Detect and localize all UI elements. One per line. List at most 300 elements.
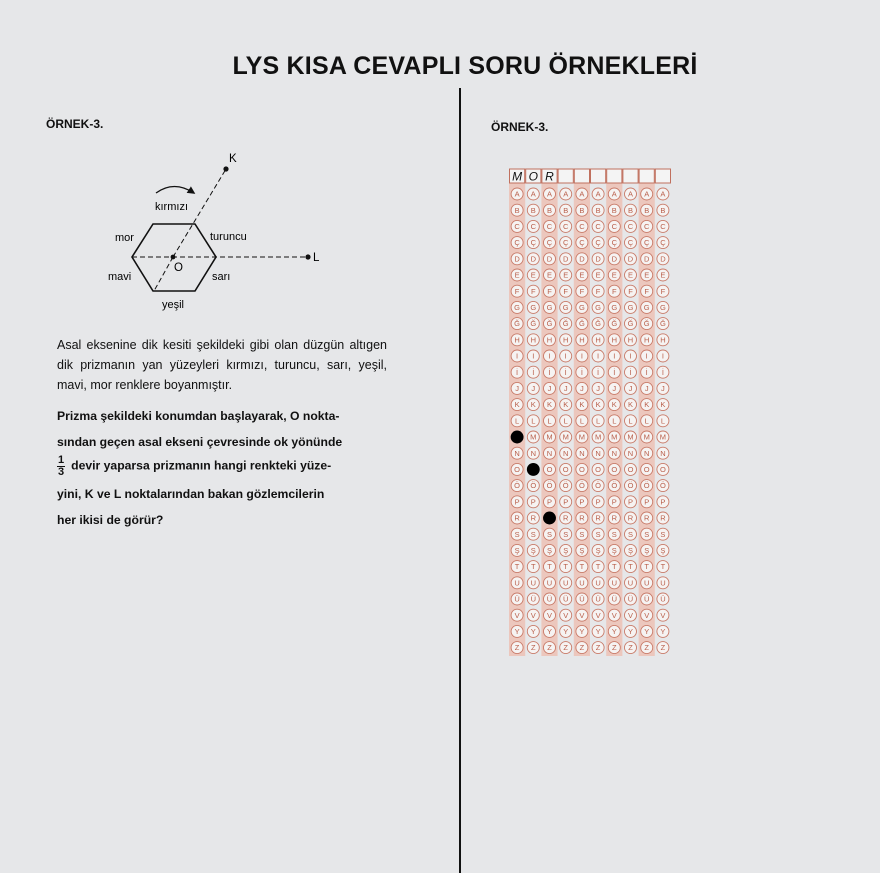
bubble-letter: L — [660, 416, 665, 426]
bubble-letter: P — [627, 497, 634, 507]
bubble-letter: Y — [611, 627, 617, 636]
bubble-letter: S — [563, 529, 569, 539]
bubble-letter: İ — [516, 367, 519, 377]
bubble-letter: T — [644, 562, 649, 572]
bubble-letter: U — [514, 578, 520, 588]
axis-K-line-lower — [154, 257, 173, 291]
bubble-letter: F — [660, 286, 666, 296]
bubble-letter: P — [595, 497, 601, 507]
bubble-letter: D — [660, 254, 666, 264]
point-L-dot — [305, 254, 310, 259]
bubble-letter: Ö — [562, 481, 569, 491]
bubble-letter: K — [514, 400, 520, 410]
bubble-letter: C — [595, 222, 601, 231]
bubble-letter: L — [596, 416, 601, 426]
filled-bubble[interactable] — [527, 463, 539, 475]
bubble-letter: R — [514, 513, 520, 523]
bubble-letter: Ğ — [643, 319, 650, 329]
bubble-letter: Ş — [514, 546, 520, 555]
bubble-letter: R — [579, 513, 585, 523]
bubble-letter: D — [643, 254, 650, 264]
bubble-letter: K — [563, 400, 569, 410]
bubble-letter: R — [611, 513, 618, 523]
bubble-letter: S — [644, 529, 650, 539]
bubble-letter: İ — [629, 367, 632, 377]
bubble-letter: Ç — [595, 238, 601, 248]
bubble-letter: B — [611, 205, 617, 215]
bubble-letter: P — [514, 497, 520, 507]
bubble-letter: Y — [595, 627, 601, 636]
bubble-letter: G — [562, 303, 569, 312]
bubble-letter: H — [562, 335, 569, 345]
hexagon-figure — [100, 148, 330, 313]
bubble-letter: J — [661, 384, 665, 393]
bubble-letter: R — [660, 513, 666, 523]
bubble-letter: Ş — [660, 546, 666, 555]
bubble-letter: J — [580, 384, 584, 393]
bubble-letter: E — [530, 270, 536, 280]
bubble-letter: Ç — [627, 238, 634, 248]
bubble-letter: M — [611, 432, 618, 442]
bubble-letter: K — [546, 400, 553, 410]
answer-box[interactable] — [558, 169, 573, 183]
bubble-letter: İ — [548, 367, 551, 377]
bubble-letter: N — [546, 448, 553, 458]
label-kirmizi: kırmızı — [155, 201, 188, 213]
bubble-letter: E — [627, 270, 634, 280]
bubble-letter: G — [530, 303, 537, 312]
bubble-letter: T — [628, 562, 633, 572]
answer-box[interactable] — [574, 169, 589, 183]
bubble-letter: G — [578, 303, 585, 312]
bubble-letter: A — [660, 189, 666, 199]
bubble-letter: E — [514, 270, 520, 280]
bubble-letter: F — [595, 286, 601, 296]
bubble-letter: F — [644, 286, 649, 296]
answer-box-letter: R — [545, 169, 554, 184]
bubble-letter: U — [530, 578, 537, 588]
answer-box[interactable] — [639, 169, 654, 183]
bubble-letter: A — [627, 189, 634, 199]
bubble-letter: Ö — [611, 481, 618, 491]
bubble-letter: I — [564, 351, 567, 361]
bubble-letter: T — [660, 562, 666, 572]
bubble-letter: Z — [644, 643, 649, 653]
bubble-letter: H — [643, 335, 650, 345]
bubble-letter: S — [611, 529, 617, 539]
bubble-letter: G — [595, 303, 602, 312]
bubble-letter: İ — [613, 367, 616, 377]
example-label-left: ÖRNEK-3. — [46, 117, 104, 131]
bubble-letter: N — [643, 448, 650, 458]
bubble-letter: Ğ — [627, 319, 634, 329]
bubble-letter: J — [644, 384, 649, 393]
bubble-letter: T — [514, 562, 520, 572]
bubble-letter: N — [514, 448, 520, 458]
bubble-letter: B — [514, 205, 520, 215]
bubble-letter: K — [644, 400, 650, 410]
bubble-letter: U — [546, 578, 553, 588]
bubble-letter: I — [613, 351, 616, 361]
bubble-letter: C — [627, 222, 634, 231]
bubble-letter: R — [595, 513, 601, 523]
bubble-letter: H — [546, 335, 553, 345]
bubble-letter: İ — [645, 367, 648, 377]
bubble-letter: Y — [563, 627, 569, 636]
bubble-letter: L — [628, 416, 633, 426]
bubble-letter: O — [627, 465, 634, 474]
bubble-letter: D — [611, 254, 618, 264]
bubble-letter: F — [628, 286, 633, 296]
bubble-letter: K — [579, 400, 585, 410]
bubble-letter: V — [563, 610, 569, 620]
question-line-3-text: devir yaparsa prizmanın hangi renkteki yüze- — [71, 458, 332, 473]
bubble-letter: Z — [514, 643, 520, 653]
bubble-letter: I — [597, 351, 600, 361]
bubble-letter: Ş — [530, 546, 536, 555]
rotation-arrow-icon — [156, 187, 194, 194]
bubble-letter: Ç — [643, 238, 650, 248]
bubble-letter: J — [531, 384, 536, 393]
bubble-letter: Y — [644, 627, 650, 636]
bubble-letter: İ — [564, 367, 567, 377]
bubble-letter: C — [579, 222, 585, 231]
bubble-letter: N — [562, 448, 569, 458]
bubble-letter: Ü — [643, 594, 650, 604]
bubble-letter: H — [579, 335, 585, 345]
filled-bubble[interactable] — [511, 431, 523, 443]
bubble-letter: S — [595, 529, 601, 539]
bubble-letter: C — [546, 222, 553, 231]
bubble-letter: G — [546, 303, 553, 312]
bubble-letter: Ü — [611, 594, 618, 604]
bubble-letter: Y — [660, 627, 666, 636]
bubble-letter: J — [515, 384, 519, 393]
bubble-letter: A — [595, 189, 601, 199]
bubble-letter: İ — [532, 367, 535, 377]
bubble-letter: Ü — [660, 594, 666, 604]
bubble-letter: Ö — [659, 481, 666, 491]
bubble-letter: Z — [660, 643, 666, 653]
bubble-letter: V — [644, 610, 650, 620]
bubble-letter: P — [546, 497, 553, 507]
question-line-3 — [57, 455, 387, 478]
bubble-letter: F — [612, 286, 617, 296]
bubble-letter: Ü — [514, 594, 520, 604]
bubble-letter: T — [531, 562, 536, 572]
question-line-1: Prizma şekildeki konumdan başlayarak, O nokta- — [57, 409, 340, 423]
bubble-letter: T — [563, 562, 568, 572]
bubble-letter: H — [627, 335, 634, 345]
question-line-2: sından geçen asal ekseni çevresinde ok yönünde — [57, 435, 343, 449]
bubble-letter: K — [530, 400, 536, 410]
bubble-letter: Ü — [595, 594, 601, 604]
answer-box-letter: O — [528, 169, 538, 184]
bubble-letter: S — [660, 529, 666, 539]
bubble-letter: B — [595, 205, 601, 215]
fraction-numerator: 1 — [58, 454, 65, 466]
bubble-letter: H — [530, 335, 537, 345]
bubble-letter: P — [644, 497, 650, 507]
bubble-letter: Z — [579, 643, 585, 653]
bubble-letter: İ — [661, 367, 664, 377]
bubble-letter: I — [516, 351, 519, 361]
bubble-letter: J — [612, 384, 617, 393]
bubble-letter: O — [562, 465, 569, 474]
bubble-letter: S — [530, 529, 536, 539]
bubble-letter: I — [629, 351, 632, 361]
bubble-letter: F — [514, 286, 520, 296]
bubble-letter: O — [514, 465, 521, 474]
bubble-letter: F — [563, 286, 568, 296]
bubble-letter: Ü — [530, 594, 537, 604]
bubble-letter: E — [563, 270, 569, 280]
bubble-letter: Y — [627, 627, 634, 636]
bubble-letter: Ş — [579, 546, 585, 555]
optical-answer-form — [504, 166, 676, 656]
bubble-letter: Y — [514, 627, 520, 636]
bubble-letter: O — [546, 465, 553, 474]
bubble-letter: Ş — [627, 546, 634, 555]
bubble-letter: B — [627, 205, 634, 215]
bubble-letter: K — [611, 400, 617, 410]
bubble-letter: E — [611, 270, 617, 280]
bubble-letter: S — [514, 529, 520, 539]
bubble-letter: M — [578, 432, 586, 442]
bubble-letter: G — [627, 303, 634, 312]
bubble-letter: V — [579, 610, 585, 620]
bubble-letter: S — [579, 529, 585, 539]
bubble-letter: L — [531, 416, 536, 426]
bubble-letter: J — [628, 384, 633, 393]
bubble-letter: P — [530, 497, 536, 507]
bubble-letter: O — [578, 465, 585, 474]
answer-box-letter: M — [512, 169, 523, 184]
bubble-letter: M — [627, 432, 634, 442]
fraction-denominator: 3 — [58, 466, 65, 478]
bubble-letter: Ş — [644, 546, 650, 555]
answer-box[interactable] — [591, 169, 606, 183]
bubble-letter: T — [595, 562, 601, 572]
bubble-letter: Ö — [530, 481, 537, 491]
bubble-letter: H — [514, 335, 520, 345]
bubble-letter: R — [530, 513, 537, 523]
bubble-letter: N — [627, 448, 634, 458]
bubble-letter: Ğ — [659, 319, 666, 329]
bubble-letter: Ç — [546, 238, 553, 248]
bubble-letter: N — [530, 448, 537, 458]
bubble-letter: V — [546, 610, 553, 620]
bubble-letter: Ç — [530, 238, 537, 248]
bubble-letter: M — [659, 432, 667, 442]
bubble-letter: U — [611, 578, 618, 588]
bubble-letter: Ü — [627, 594, 634, 604]
bubble-letter: H — [660, 335, 666, 345]
bubble-letter: Z — [531, 643, 536, 653]
bubble-letter: Ö — [627, 481, 634, 491]
bubble-letter: Ş — [563, 546, 569, 555]
bubble-letter: Ğ — [514, 319, 521, 329]
bubble-letter: Ç — [611, 238, 618, 248]
bubble-letter: V — [595, 610, 601, 620]
bubble-letter: S — [546, 529, 553, 539]
bubble-letter: G — [659, 303, 666, 312]
bubble-letter: D — [562, 254, 569, 264]
bubble-letter: Ş — [611, 546, 617, 555]
bubble-letter: Ş — [595, 546, 601, 555]
point-O-dot — [171, 255, 176, 260]
bubble-letter: A — [530, 189, 536, 199]
bubble-letter: O — [659, 465, 666, 474]
bubble-letter: M — [594, 432, 602, 442]
bubble-letter: P — [660, 497, 666, 507]
bubble-letter: R — [627, 513, 634, 523]
bubble-letter: A — [563, 189, 569, 199]
bubble-letter: U — [660, 578, 666, 588]
bubble-letter: İ — [597, 367, 600, 377]
bubble-letter: G — [514, 303, 521, 312]
bubble-letter: Ğ — [530, 319, 537, 329]
bubble-letter: Ğ — [611, 319, 618, 329]
bubble-letter: O — [643, 465, 650, 474]
bubble-letter: B — [644, 205, 650, 215]
bubble-letter: R — [562, 513, 569, 523]
example-label-right: ÖRNEK-3. — [491, 120, 549, 134]
bubble-letter: Ç — [579, 238, 585, 248]
bubble-letter: L — [579, 416, 584, 426]
bubble-letter: E — [660, 270, 666, 280]
bubble-letter: I — [661, 351, 664, 361]
bubble-letter: A — [644, 189, 650, 199]
answer-box[interactable] — [607, 169, 622, 183]
bubble-letter: D — [514, 254, 520, 264]
bubble-letter: C — [530, 222, 537, 231]
bubble-letter: A — [514, 189, 520, 199]
bubble-letter: B — [563, 205, 569, 215]
filled-bubble[interactable] — [544, 512, 556, 524]
bubble-letter: Ö — [578, 481, 585, 491]
bubble-letter: Z — [628, 643, 633, 653]
bubble-letter: B — [530, 205, 536, 215]
bubble-letter: Ö — [595, 481, 602, 491]
bubble-letter: F — [547, 286, 552, 296]
bubble-letter: C — [514, 222, 520, 231]
label-turuncu: turuncu — [210, 231, 247, 243]
bubble-letter: U — [627, 578, 634, 588]
bubble-letter: A — [579, 189, 585, 199]
bubble-letter: Z — [547, 643, 552, 653]
label-mavi: mavi — [108, 271, 132, 283]
bubble-letter: M — [643, 432, 650, 442]
bubble-letter: Ç — [562, 238, 569, 248]
bubble-letter: Ö — [643, 481, 650, 491]
bubble-letter: Ğ — [578, 319, 585, 329]
bubble-letter: Ü — [579, 594, 585, 604]
bubble-letter: E — [546, 270, 553, 280]
bubble-letter: M — [562, 432, 569, 442]
bubble-letter: N — [660, 448, 666, 458]
bubble-letter: Ü — [562, 594, 569, 604]
bubble-letter: I — [580, 351, 583, 361]
bubble-letter: V — [611, 610, 617, 620]
bubble-letter: V — [627, 610, 634, 620]
bubble-letter: L — [547, 416, 552, 426]
label-K: K — [229, 153, 237, 165]
bubble-letter: M — [546, 432, 553, 442]
bubble-letter: S — [627, 529, 634, 539]
bubble-letter: A — [546, 189, 553, 199]
bubble-letter: Ö — [546, 481, 553, 491]
bubble-letter: K — [595, 400, 601, 410]
bubble-letter: L — [612, 416, 617, 426]
bubble-letter: D — [530, 254, 537, 264]
bubble-letter: D — [546, 254, 553, 264]
bubble-letter: K — [660, 400, 666, 410]
bubble-letter: I — [548, 351, 551, 361]
answer-box[interactable] — [655, 169, 670, 183]
bubble-letter: V — [514, 610, 520, 620]
bubble-letter: H — [611, 335, 618, 345]
question-line-5: her ikisi de görür? — [57, 513, 164, 527]
column-divider — [459, 88, 461, 873]
bubble-letter: B — [660, 205, 666, 215]
bubble-letter: P — [579, 497, 585, 507]
bubble-letter: C — [562, 222, 569, 231]
page-title: LYS KISA CEVAPLI SORU ÖRNEKLERİ — [232, 52, 698, 80]
bubble-letter: I — [645, 351, 648, 361]
bubble-letter: F — [531, 286, 536, 296]
bubble-letter: Ç — [514, 238, 520, 248]
label-yesil: yeşil — [162, 299, 185, 311]
question-line-4: yini, K ve L noktalarından bakan gözlemcilerin — [57, 487, 325, 501]
bubble-letter: P — [563, 497, 569, 507]
bubble-letter: U — [595, 578, 601, 588]
bubble-letter: K — [627, 400, 634, 410]
axis-K-line — [173, 169, 226, 257]
bubble-letter: L — [644, 416, 649, 426]
bubble-letter: B — [579, 205, 585, 215]
bubble-letter: U — [579, 578, 585, 588]
bubble-letter: E — [644, 270, 650, 280]
bubble-letter: Ğ — [562, 319, 569, 329]
bubble-letter: M — [530, 432, 537, 442]
bubble-letter: T — [579, 562, 585, 572]
bubble-letter: L — [563, 416, 568, 426]
problem-paragraph: Asal eksenine dik kesiti şekildeki gibi olan düzgün altıgen dik prizmanın yan yüzeyleri kırmızı, turuncu, sarı, yeşil, mavi, mor renklere boyanmıştır. — [57, 338, 387, 392]
bubble-letter: N — [611, 448, 618, 458]
bubble-letter: Ç — [660, 238, 666, 248]
answer-box[interactable] — [623, 169, 638, 183]
bubble-letter: F — [579, 286, 585, 296]
bubble-letter: O — [595, 465, 602, 474]
bubble-letter: H — [595, 335, 601, 345]
bubble-letter: A — [611, 189, 617, 199]
bubble-letter: E — [595, 270, 601, 280]
bubble-letter: Ş — [546, 546, 553, 555]
bubble-letter: I — [532, 351, 535, 361]
bubble-letter: J — [596, 384, 600, 393]
bubble-letter: U — [643, 578, 650, 588]
bubble-letter: Z — [595, 643, 601, 653]
label-L: L — [313, 252, 320, 264]
bubble-letter: T — [612, 562, 617, 572]
label-sari: sarı — [212, 271, 231, 283]
bubble-letter: D — [579, 254, 585, 264]
fraction-one-third — [57, 455, 65, 478]
bubble-letter: N — [579, 448, 585, 458]
bubble-letter: C — [660, 222, 666, 231]
bubble-letter: T — [547, 562, 552, 572]
